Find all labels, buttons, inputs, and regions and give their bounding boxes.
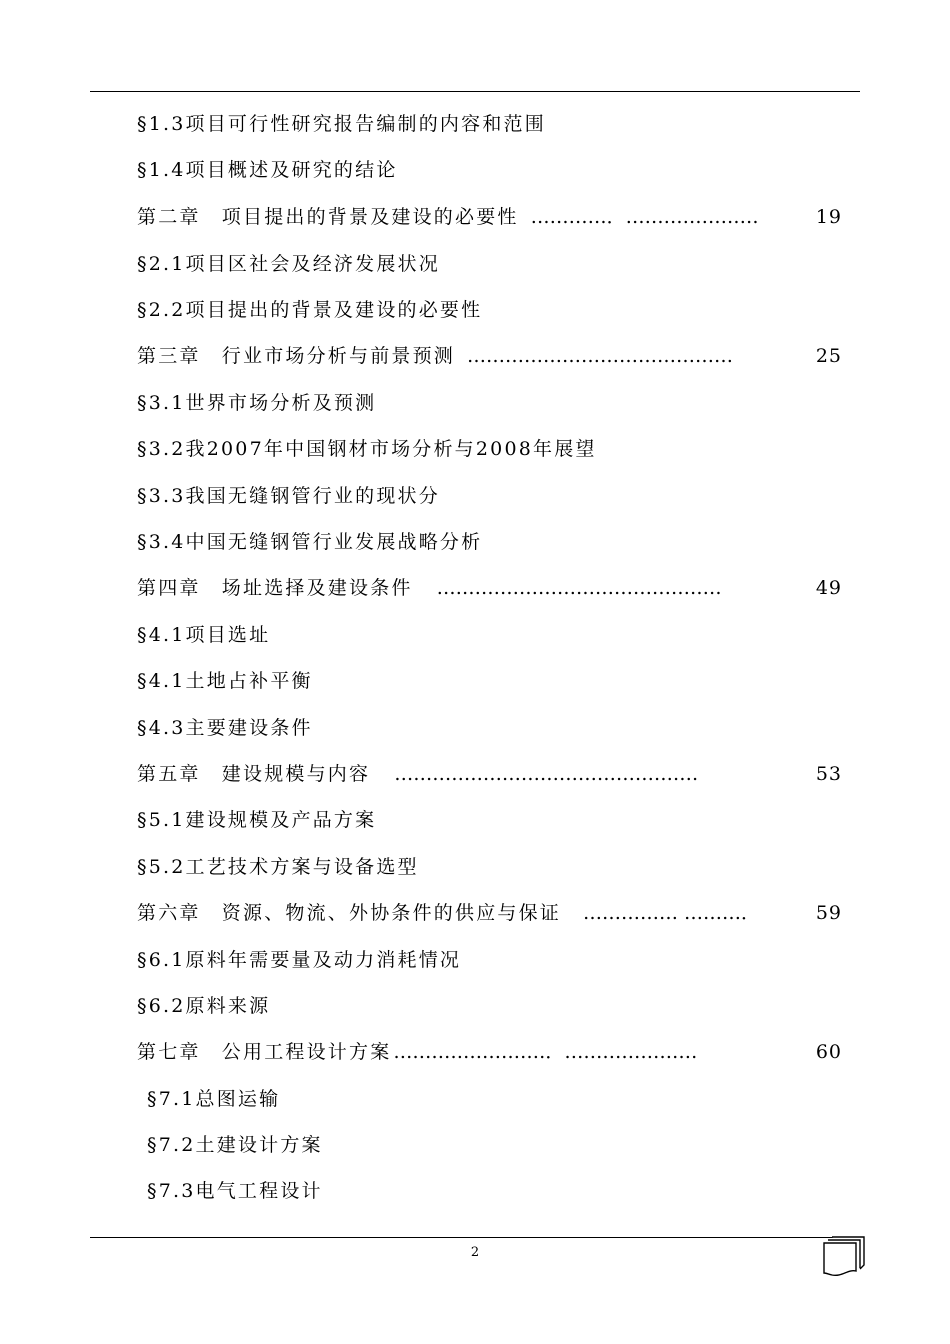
header-rule [90, 91, 860, 92]
toc-section[interactable]: §3.1世界市场分析及预测 [137, 392, 377, 414]
chapter-page: 53 [815, 763, 842, 785]
toc-section[interactable]: §6.1原料年需要量及动力消耗情况 [137, 949, 462, 971]
toc-section[interactable]: §4.1项目选址 [137, 624, 271, 646]
page-number: 2 [470, 1245, 480, 1260]
chapter-page: 19 [815, 206, 842, 228]
toc-section[interactable]: §6.2原料来源 [137, 995, 271, 1017]
footer-rule [90, 1237, 860, 1238]
toc-chapter[interactable] [137, 893, 842, 933]
chapter-page: 59 [815, 902, 842, 924]
chapter-title: 第二章 项目提出的背景及建设的必要性 [137, 206, 519, 228]
toc-section[interactable]: §1.4项目概述及研究的结论 [137, 159, 398, 181]
toc-chapter[interactable] [137, 568, 842, 608]
chapter-page: 25 [815, 345, 842, 367]
dot-leader: ………………………………………… [394, 763, 699, 785]
toc-section[interactable]: §7.3电气工程设计 [147, 1180, 323, 1202]
toc-section[interactable]: §2.2项目提出的背景及建设的必要性 [137, 299, 483, 321]
toc-chapter[interactable] [137, 197, 842, 237]
toc-section[interactable]: §5.2工艺技术方案与设备选型 [137, 856, 419, 878]
dot-leader: …………．………………… [530, 206, 759, 228]
dot-leader: …………… ………． [583, 902, 761, 924]
chapter-page: 60 [815, 1041, 842, 1063]
toc-section[interactable]: §1.3项目可行性研究报告编制的内容和范围 [137, 113, 546, 135]
toc-chapter[interactable] [137, 336, 842, 376]
chapter-title: 第四章 场址选择及建设条件 [137, 577, 413, 599]
chapter-page: 49 [815, 577, 842, 599]
toc-section[interactable]: §7.1总图运输 [147, 1088, 281, 1110]
toc-section[interactable]: §3.4中国无缝钢管行业发展战略分析 [137, 531, 483, 553]
toc-section[interactable]: §7.2土建设计方案 [147, 1134, 323, 1156]
toc-section[interactable]: §4.1土地占补平衡 [137, 670, 313, 692]
dot-leader: ……………………．………………… [393, 1041, 698, 1063]
toc-section[interactable]: §3.3我国无缝钢管行业的现状分 [137, 485, 440, 507]
chapter-title: 第六章 资源、物流、外协条件的供应与保证 [137, 902, 562, 924]
toc-section[interactable]: §5.1建设规模及产品方案 [137, 809, 377, 831]
dot-leader: …………………………………… [467, 345, 734, 367]
toc-section[interactable]: §2.1项目区社会及经济发展状况 [137, 253, 440, 275]
chapter-title: 第三章 行业市场分析与前景预测 [137, 345, 456, 367]
dot-leader: ……………………………………… [436, 577, 722, 599]
toc-section[interactable]: §3.2我2007年中国钢材市场分析与2008年展望 [137, 438, 597, 460]
toc-chapter[interactable] [137, 754, 842, 794]
document-stack-icon [818, 1235, 870, 1279]
chapter-title: 第七章 公用工程设计方案 [137, 1041, 392, 1063]
toc-section[interactable]: §4.3主要建设条件 [137, 717, 313, 739]
toc-chapter[interactable] [137, 1032, 842, 1072]
chapter-title: 第五章 建设规模与内容 [137, 763, 371, 785]
